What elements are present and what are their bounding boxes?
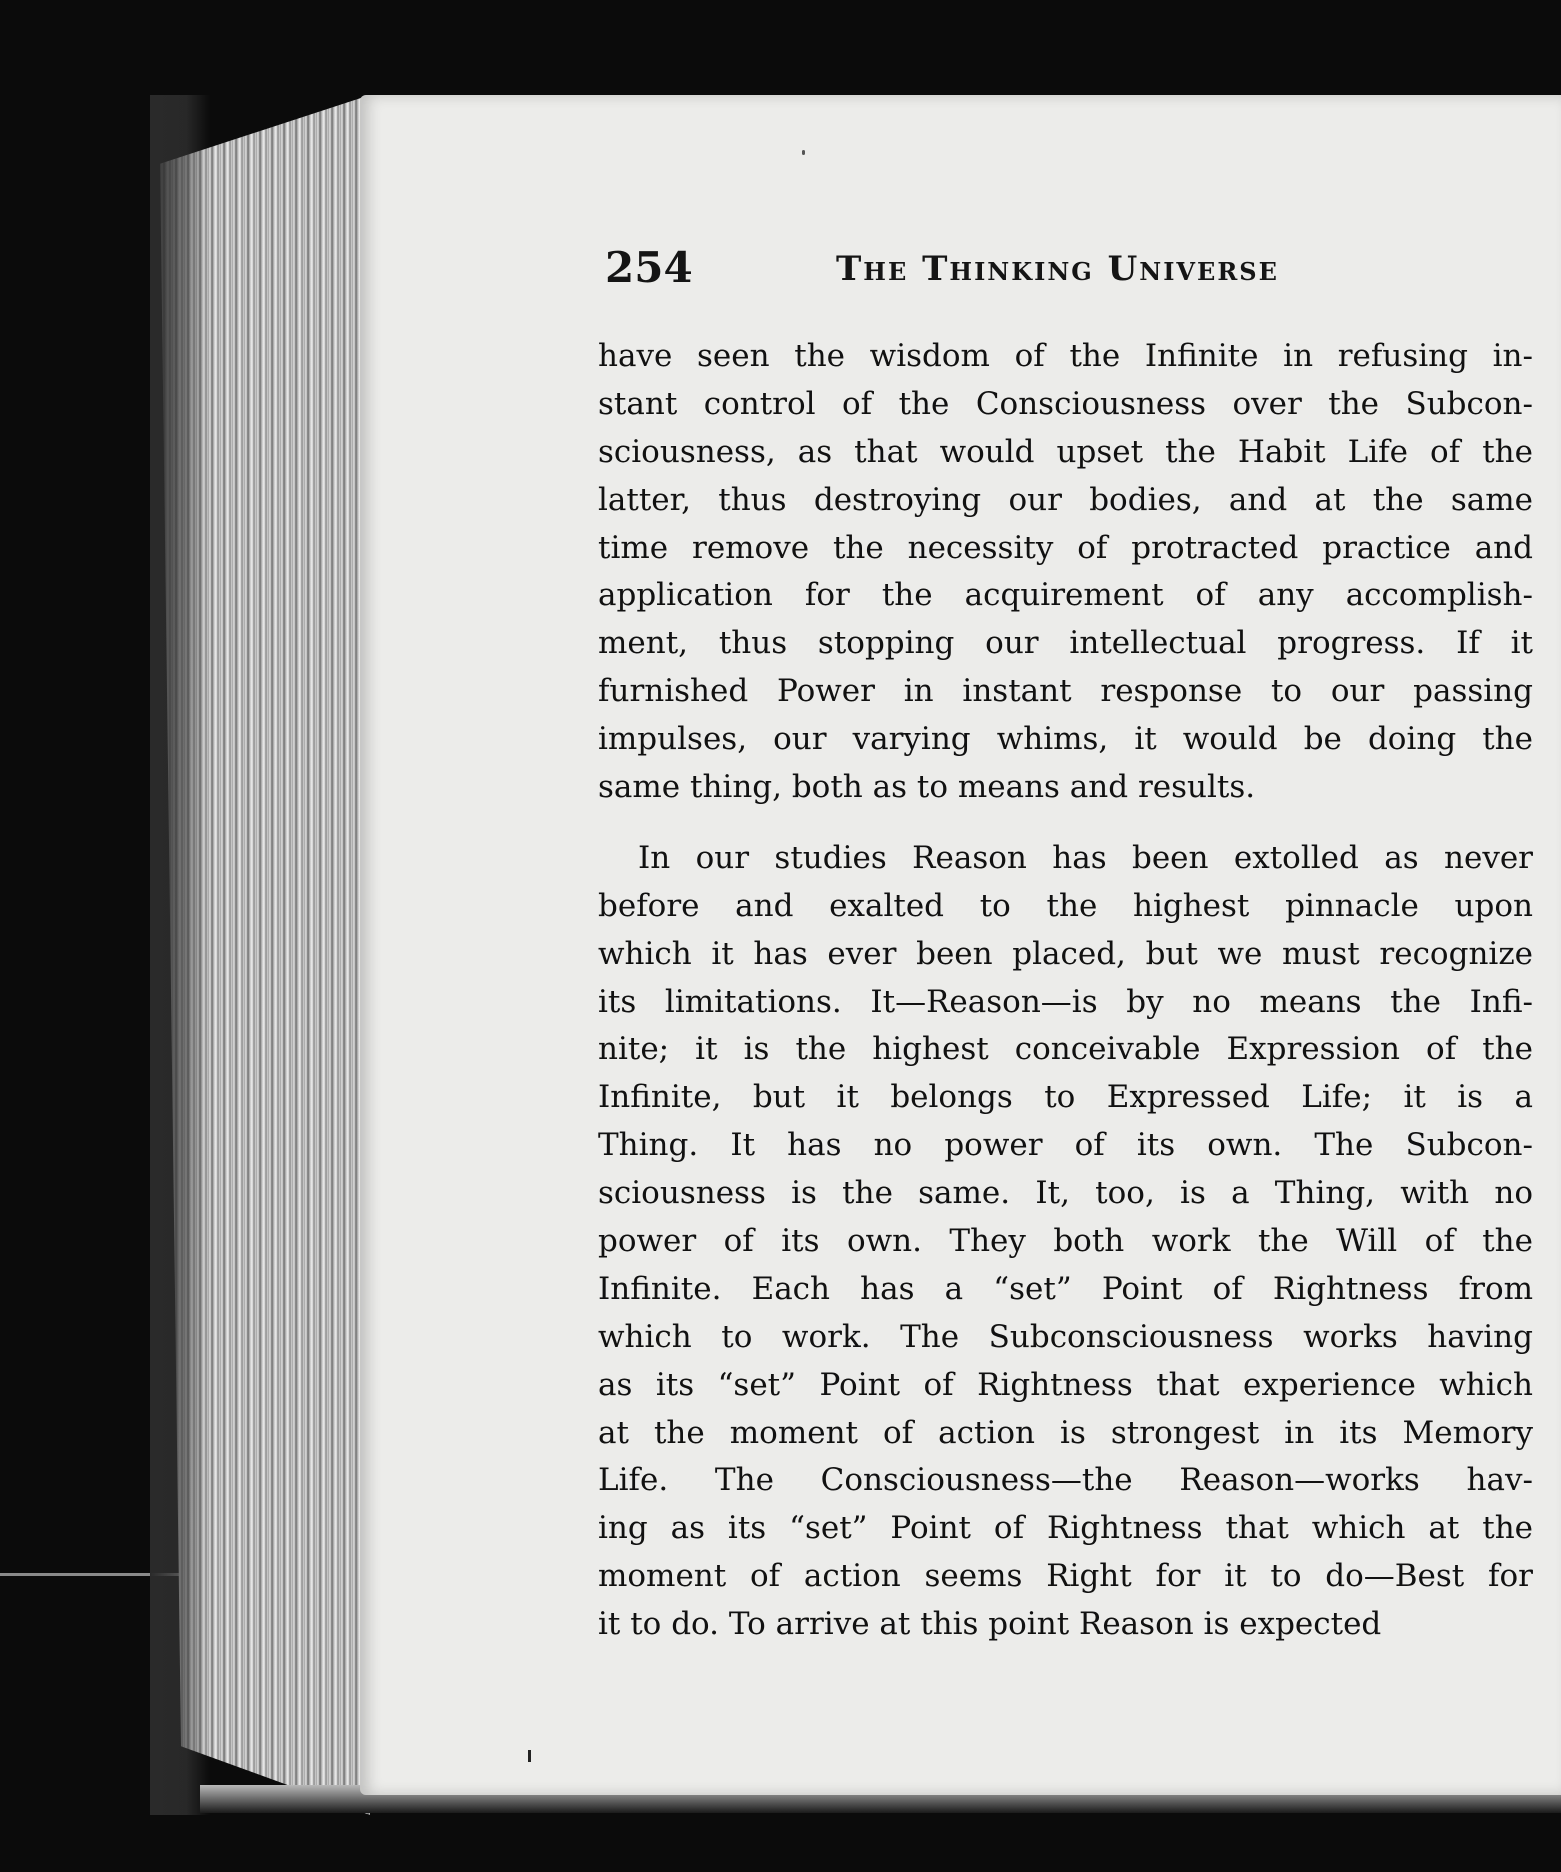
text-line: same thing, both as to means and results.: [598, 769, 1256, 806]
text-line: stant control of the Consciousness over the Subcon-: [598, 385, 1533, 422]
text-line: at the moment of action is strongest in its Memory: [598, 1414, 1533, 1451]
dust-speck: [802, 150, 805, 155]
paragraph: [598, 835, 1533, 1649]
text-line: furnished Power in instant response to our passing: [598, 673, 1533, 710]
text-line: latter, thus destroying our bodies, and at the same: [598, 481, 1533, 518]
text-line: it to do. To arrive at this point Reason is expected: [598, 1606, 1382, 1643]
text-line: as its “set” Point of Rightness that experience which: [598, 1366, 1533, 1403]
text-line: moment of action seems Right for it to do—Best for: [598, 1558, 1533, 1595]
text-line: impulses, our varying whims, it would be doing the: [598, 721, 1533, 758]
dust-speck: [528, 1750, 531, 1762]
edge-shadow: [150, 95, 210, 1815]
text-line: nite; it is the highest conceivable Expression of the: [598, 1031, 1533, 1068]
body-text: [598, 333, 1533, 1649]
text-line: In our studies Reason has been extolled as never: [638, 839, 1533, 876]
text-line: ment, thus stopping our intellectual progress. If it: [598, 625, 1533, 662]
text-line: ing as its “set” Point of Rightness that which at the: [598, 1510, 1533, 1547]
text-line: sciousness is the same. It, too, is a Thing, with no: [598, 1175, 1533, 1212]
text-line: which it has ever been placed, but we must recognize: [598, 935, 1533, 972]
text-line: have seen the wisdom of the Infinite in refusing in-: [598, 338, 1533, 374]
text-line: which to work. The Subconsciousness works having: [598, 1318, 1533, 1355]
text-line: its limitations. It—Reason—is by no means the Infi-: [598, 983, 1533, 1020]
text-line: Infinite. Each has a “set” Point of Rightness from: [598, 1270, 1533, 1307]
text-line: Life. The Consciousness—the Reason—works hav-: [598, 1462, 1533, 1499]
text-line: time remove the necessity of protracted practice and: [598, 529, 1533, 566]
running-head: [605, 243, 1505, 303]
running-title: The Thinking Universe: [836, 249, 1279, 289]
page-number: 254: [605, 243, 693, 292]
text-line: power of its own. They both work the Will of the: [598, 1223, 1533, 1260]
text-line: before and exalted to the highest pinnacle upon: [598, 887, 1533, 924]
text-line: sciousness, as that would upset the Habit Life of the: [598, 433, 1533, 470]
paragraph: [598, 333, 1533, 812]
text-line: Thing. It has no power of its own. The Subcon-: [598, 1127, 1533, 1164]
text-line: Infinite, but it belongs to Expressed Life; it is a: [598, 1079, 1533, 1116]
text-line: application for the acquirement of any accomplish-: [598, 577, 1533, 614]
